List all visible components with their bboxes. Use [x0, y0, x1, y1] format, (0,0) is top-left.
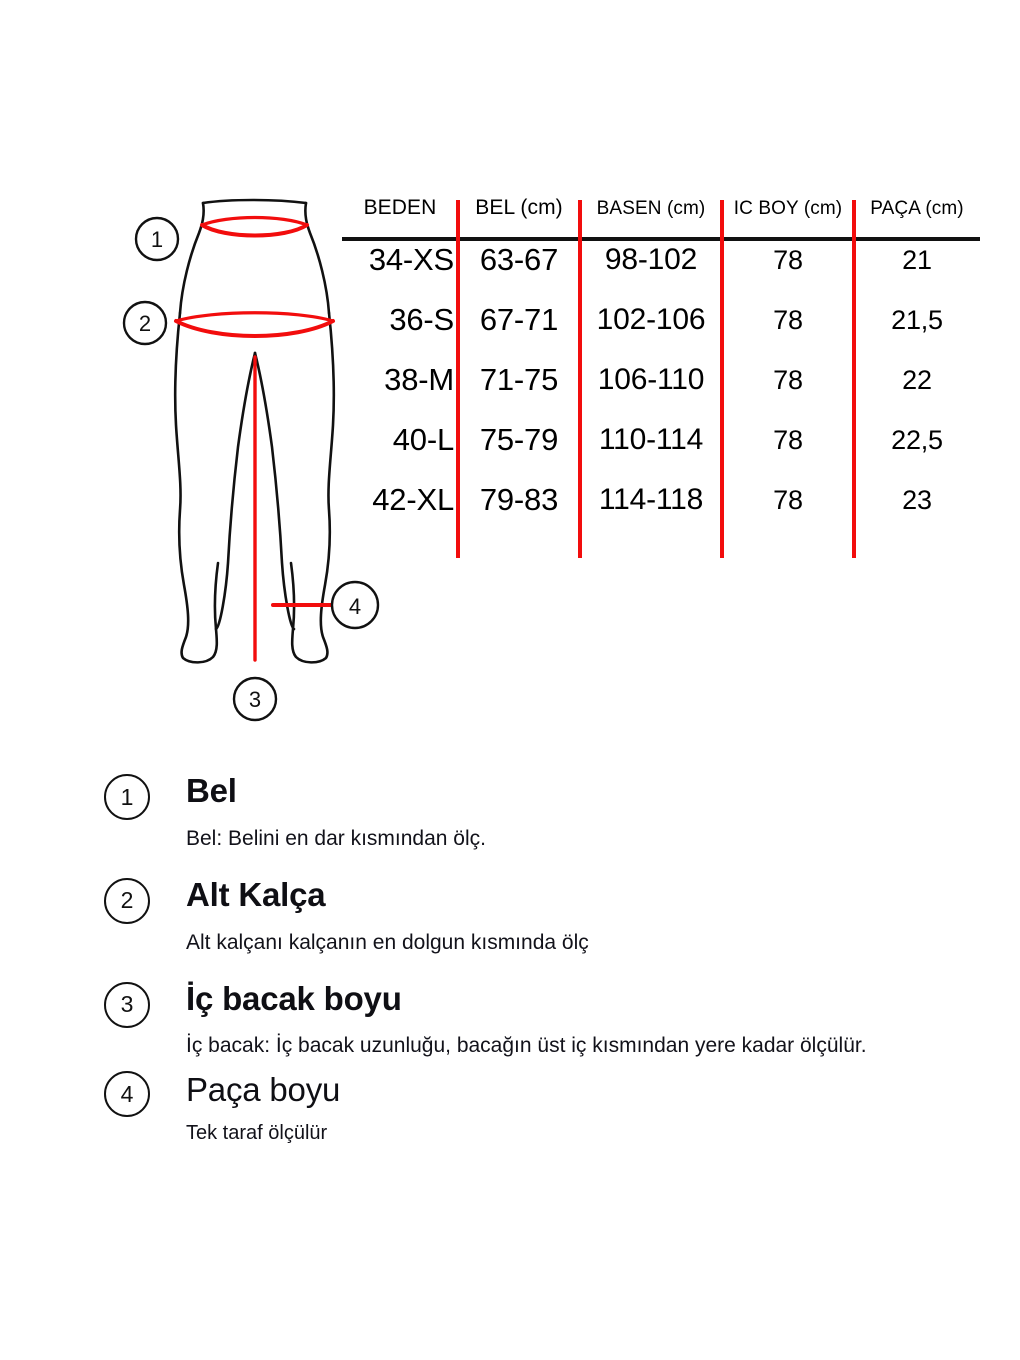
cell-paca: 21,5: [891, 304, 943, 335]
cell-basen: 98-102: [604, 243, 698, 276]
diagram-marker-2: [124, 302, 166, 344]
waistband-top: [203, 200, 306, 203]
hip-measure-line-back: [176, 313, 333, 321]
cell-beden: 40-L: [392, 422, 454, 457]
table-row: [342, 350, 980, 410]
cell-bel: 71-75: [479, 362, 559, 397]
column-header-bel: BEL (cm): [475, 196, 563, 219]
table-row: [342, 410, 980, 470]
size-chart-table: [342, 196, 980, 558]
column-header-beden: BEDEN: [363, 196, 437, 219]
column-header-basen: BASEN (cm): [596, 198, 706, 219]
cell-paca: 22: [902, 364, 932, 395]
measurements-table: [342, 196, 980, 530]
measurement-legend: [104, 772, 954, 1170]
cell-bel: 63-67: [479, 242, 559, 277]
legend-desc-bel: Bel: Belini en dar kısmından ölç.: [186, 826, 486, 850]
column-header-paca: PAÇA (cm): [870, 198, 964, 219]
cell-bel: 67-71: [479, 302, 559, 337]
left-leg-outer: [175, 313, 218, 662]
cell-ic-boy: 78: [773, 364, 803, 395]
legend-item-alt-kalca: [104, 876, 954, 958]
waist-measure-line-back: [202, 218, 307, 226]
cell-bel: 75-79: [479, 422, 559, 457]
legend-item-paca-boyu: [104, 1071, 954, 1147]
column-header-ic-boy: IC BOY (cm): [733, 198, 843, 219]
legend-desc-paca-boyu: Tek taraf ölçülür: [186, 1122, 328, 1145]
legend-item-ic-bacak-boyu: [104, 980, 954, 1062]
torso-left-outline: [180, 203, 204, 313]
waist-measure-line: [202, 225, 307, 236]
legend-marker-1: 1: [104, 774, 150, 820]
legend-marker-2: 2: [104, 878, 150, 924]
svg-text:2: 2: [138, 311, 152, 336]
table-row: [342, 230, 980, 290]
cell-ic-boy: 78: [773, 304, 803, 335]
legend-marker-4: 4: [104, 1071, 150, 1117]
table-header-row: [342, 196, 980, 230]
cell-basen: 110-114: [598, 423, 704, 456]
right-leg-outer: [291, 313, 334, 662]
svg-text:4: 4: [348, 594, 362, 619]
legend-desc-ic-bacak-boyu: İç bacak: İç bacak uzunluğu, bacağın üst iç kısmından yere kadar ölçülür.: [186, 1034, 867, 1058]
cell-paca: 21: [902, 244, 932, 275]
table-row: [342, 290, 980, 350]
cell-basen: 106-110: [597, 363, 705, 396]
cell-basen: 102-106: [596, 303, 706, 336]
hip-measure-line: [176, 321, 333, 336]
left-leg-inner: [216, 353, 255, 629]
legend-desc-alt-kalca: Alt kalçanı kalçanın en dolgun kısmında ölç: [186, 930, 589, 954]
torso-right-outline: [305, 203, 329, 313]
svg-text:1: 1: [150, 227, 164, 252]
cell-paca: 23: [902, 484, 932, 515]
legend-title-paca-boyu: Paça boyu: [186, 1071, 341, 1109]
cell-ic-boy: 78: [773, 484, 803, 515]
table-row: [342, 470, 980, 530]
diagram-marker-3: [234, 678, 276, 720]
legend-marker-3: 3: [104, 982, 150, 1028]
legend-title-alt-kalca: Alt Kalça: [186, 875, 326, 913]
cell-beden: 38-M: [384, 362, 454, 397]
right-leg-inner: [255, 353, 294, 629]
cell-basen: 114-118: [598, 483, 704, 516]
cell-paca: 22,5: [891, 424, 943, 455]
svg-text:3: 3: [248, 687, 262, 712]
legend-title-ic-bacak-boyu: İç bacak boyu: [186, 979, 402, 1017]
cell-beden: 34-XS: [368, 242, 454, 277]
cell-bel: 79-83: [479, 482, 559, 517]
legend-item-bel: [104, 772, 954, 854]
cell-ic-boy: 78: [773, 244, 803, 275]
cell-beden: 42-XL: [372, 482, 454, 517]
diagram-marker-4: [332, 582, 378, 628]
cell-beden: 36-S: [389, 302, 454, 337]
cell-ic-boy: 78: [773, 424, 803, 455]
legend-title-bel: Bel: [186, 772, 237, 809]
